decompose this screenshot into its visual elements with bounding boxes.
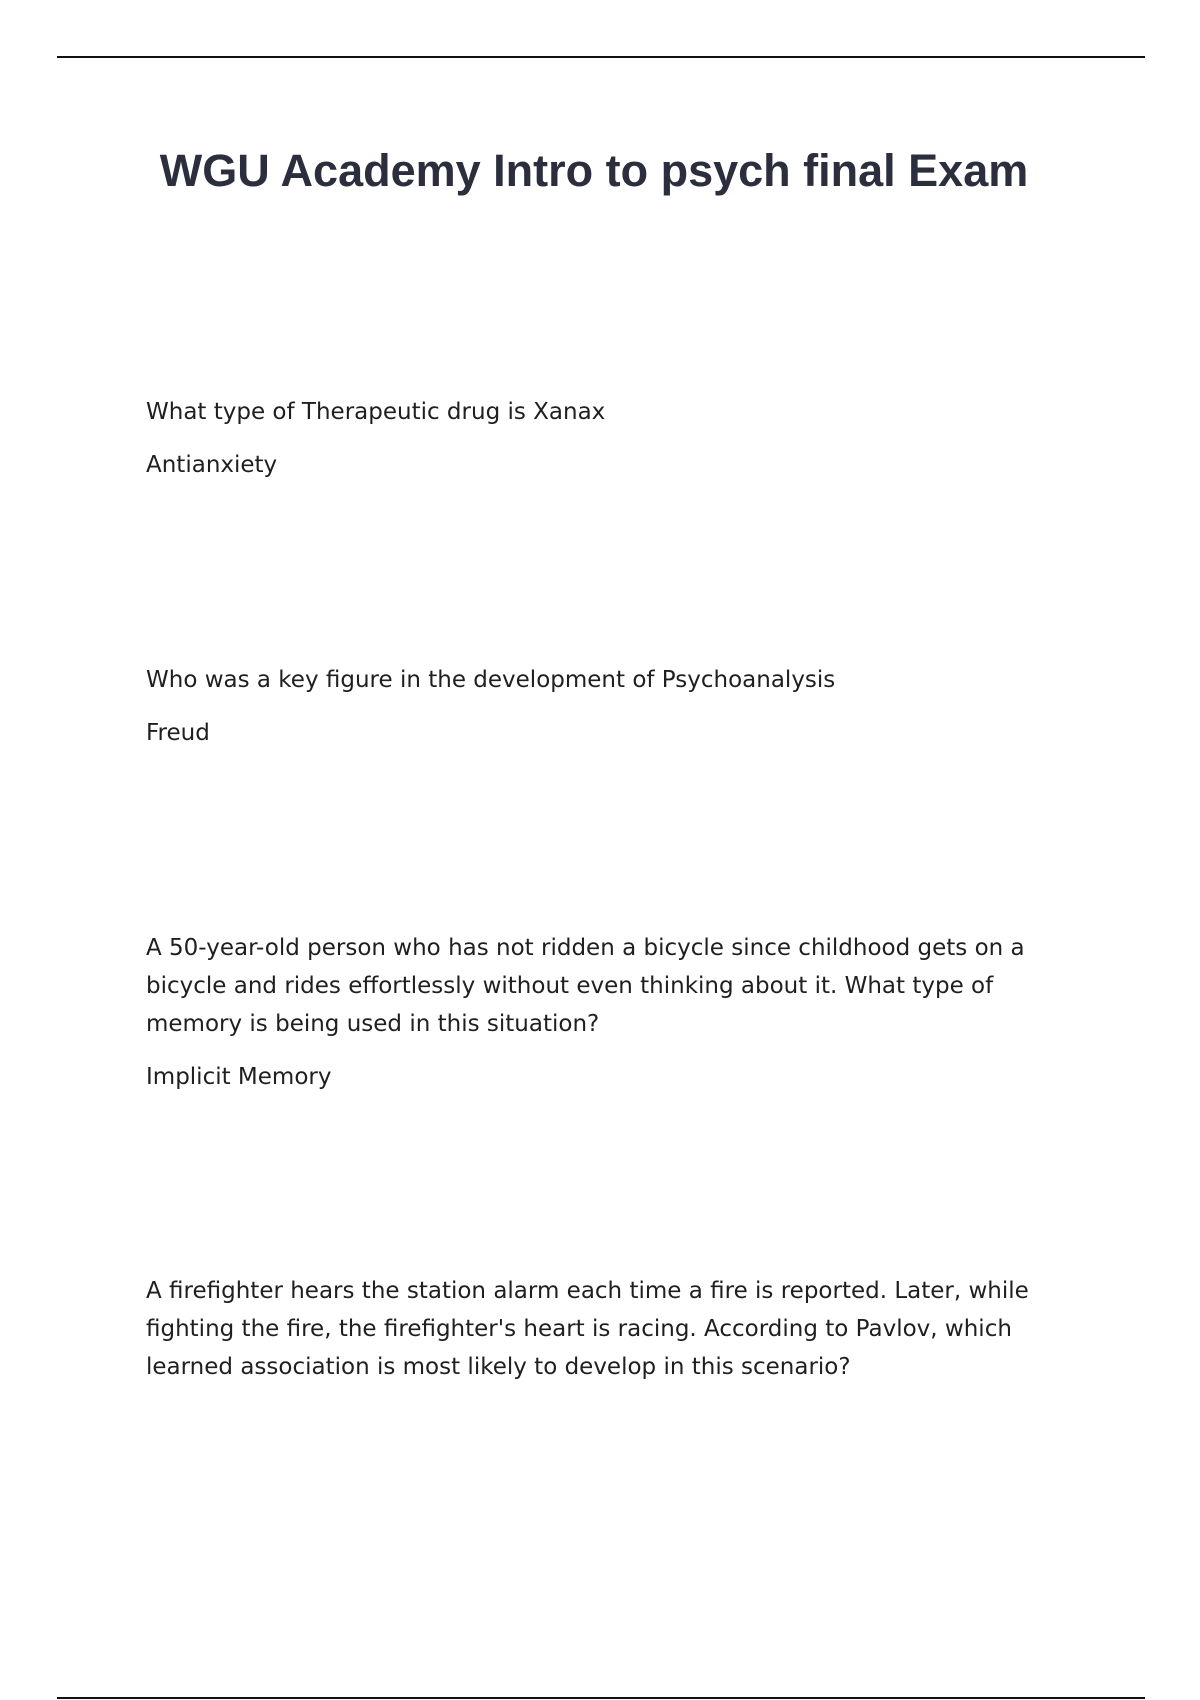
- question-text: A 50-year-old person who has not ridden a bicycle since childhood gets on a bicycle and rides effortlessly without even thinking about it. What type of memory is being used in this situation?: [146, 935, 1025, 1037]
- top-divider: [57, 56, 1145, 58]
- page-title: WGU Academy Intro to psych final Exam: [159, 145, 1029, 196]
- answer-text: Antianxiety: [146, 452, 278, 478]
- qa-item: [146, 393, 1046, 484]
- bottom-divider: [57, 1697, 1145, 1699]
- qa-item: [146, 1272, 1046, 1386]
- answer-text: Freud: [146, 720, 210, 746]
- question-text: Who was a key figure in the development of Psychoanalysis: [146, 667, 836, 693]
- qa-item: [146, 929, 1046, 1096]
- question-text: What type of Therapeutic drug is Xanax: [146, 399, 606, 425]
- answer-text: Implicit Memory: [146, 1064, 332, 1090]
- question-text: A firefighter hears the station alarm each time a fire is reported. Later, while fighting the fire, the firefighter's heart is racing. According to Pavlov, which learned association is most likely to develop in this scenario?: [146, 1278, 1029, 1380]
- qa-item: [146, 661, 1046, 752]
